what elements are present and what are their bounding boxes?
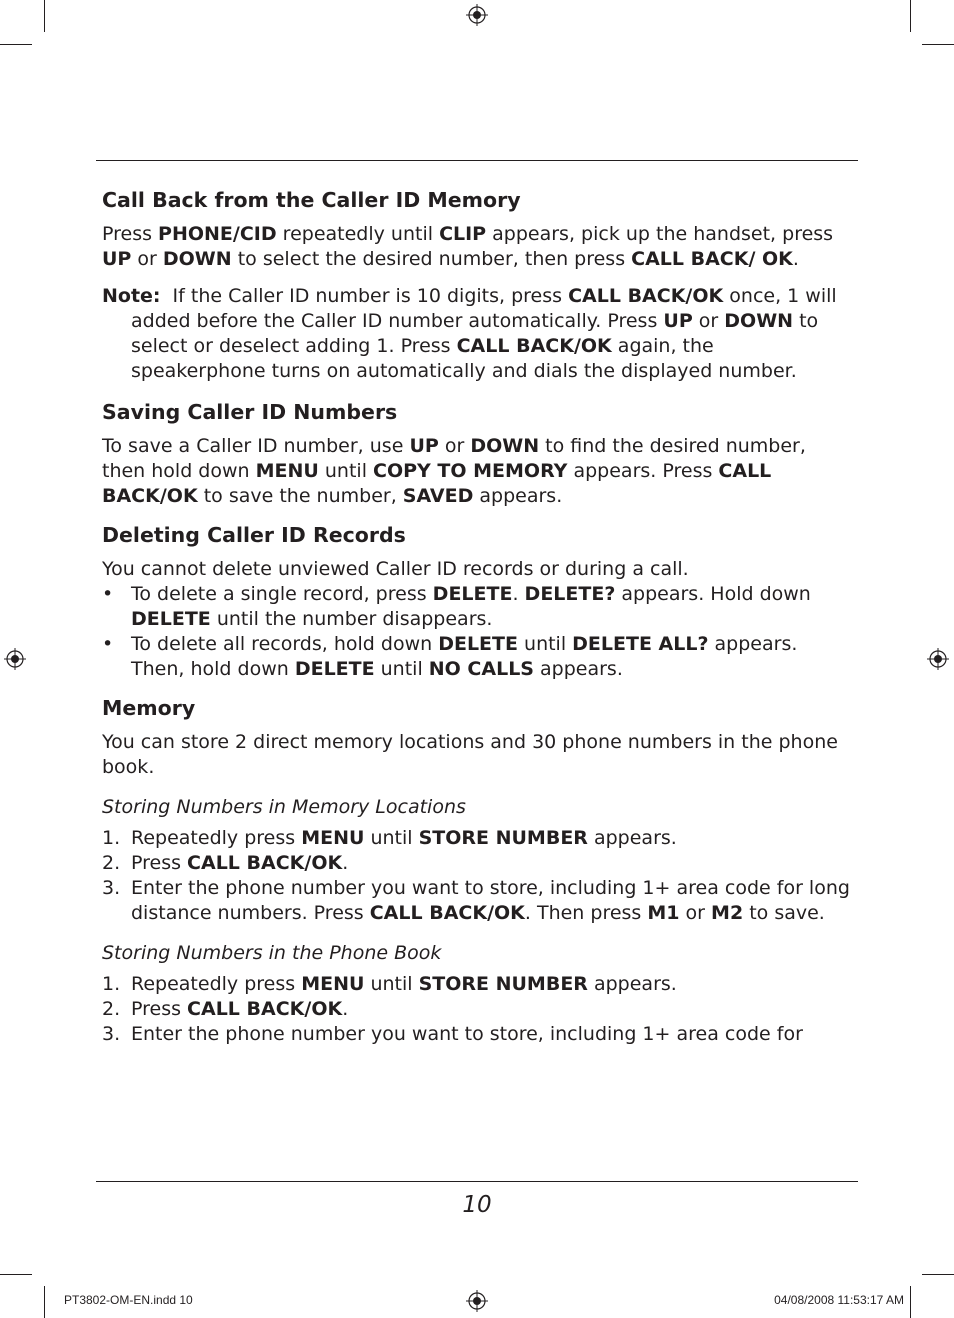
bullet-marker: • (102, 633, 114, 655)
registration-mark-icon (927, 648, 949, 670)
header-rule (96, 160, 858, 161)
button-name-text: UP (102, 248, 132, 270)
button-name-text: CALL BACK/OK (568, 285, 724, 307)
crop-mark (910, 1286, 911, 1318)
step-number: 3. (102, 1023, 121, 1045)
button-name-text: M2 (711, 902, 744, 924)
subsection-heading: Storing Numbers in Memory Locations (102, 796, 466, 818)
button-name-text: MENU (255, 460, 319, 482)
section-heading: Memory (102, 696, 196, 720)
note (102, 284, 854, 384)
numbered-list (102, 826, 854, 926)
crop-mark (44, 0, 45, 32)
section-heading: Saving Caller ID Numbers (102, 400, 398, 424)
list-item-text: Enter the phone number you want to store, including 1+ area code for long distance numbers. Press CALL BACK/OK. Then press M1 or M2 to save. (131, 877, 850, 924)
registration-mark-icon (466, 4, 488, 26)
crop-mark (922, 1274, 954, 1275)
crop-mark (44, 1286, 45, 1318)
button-name-text: DOWN (724, 310, 794, 332)
numbered-list (102, 972, 854, 1047)
button-name-text: STORE NUMBER (418, 973, 588, 995)
paragraph: Press PHONE/CID repeatedly until CLIP appears, pick up the handset, press UP or DOWN to select the desired number, then press CALL BACK/ OK. (102, 223, 834, 270)
button-name-text: DELETE (438, 633, 518, 655)
list-item (102, 997, 854, 1022)
button-name-text: DELETE? (524, 583, 616, 605)
button-name-text: M1 (647, 902, 680, 924)
list-item (102, 851, 854, 876)
button-name-text: MENU (301, 827, 365, 849)
step-number: 2. (102, 852, 121, 874)
list-item-text: Enter the phone number you want to store, including 1+ area code for (131, 1023, 803, 1045)
registration-mark-icon (4, 648, 26, 670)
button-name-text: PHONE/CID (158, 223, 277, 245)
button-name-text: UP (663, 310, 693, 332)
button-name-text: CALL BACK/OK (187, 852, 343, 874)
page-number: 10 (462, 1192, 492, 1218)
step-number: 3. (102, 877, 121, 899)
paragraph: You cannot delete unviewed Caller ID records or during a call. (102, 558, 689, 580)
step-number: 1. (102, 973, 121, 995)
button-name-text: DELETE (432, 583, 513, 605)
button-name-text: CALL BACK/ OK (631, 248, 793, 270)
registration-mark-icon (466, 1290, 488, 1312)
list-item-text: Press CALL BACK/OK. (131, 852, 349, 874)
list-item-text: To delete all records, hold down DELETE until DELETE ALL? appears. Then, hold down DELETE until NO CALLS appears. (131, 633, 798, 680)
list-item-text: Repeatedly press MENU until STORE NUMBER appears. (131, 827, 677, 849)
list-item (102, 1022, 854, 1047)
list-item (102, 876, 854, 926)
button-name-text: STORE NUMBER (418, 827, 588, 849)
list-item-text: Press CALL BACK/OK. (131, 998, 349, 1020)
paragraph: You can store 2 direct memory locations and 30 phone numbers in the phone book. (102, 731, 838, 778)
footer-rule (96, 1181, 858, 1182)
list-item (102, 582, 854, 632)
step-number: 1. (102, 827, 121, 849)
button-name-text: UP (409, 435, 439, 457)
button-name-text: DELETE (294, 658, 375, 680)
note-text: If the Caller ID number is 10 digits, press CALL BACK/OK once, 1 will added before the Caller ID number automatically. Press UP or DOWN to select or deselect adding 1. Press CALL BACK/OK again, the speakerphone turns on automatically and dials the displayed number. (131, 285, 837, 382)
subsection-heading: Storing Numbers in the Phone Book (102, 942, 442, 964)
list-item (102, 972, 854, 997)
button-name-text: CLIP (439, 223, 487, 245)
list-item-text: To delete a single record, press DELETE. DELETE? appears. Hold down DELETE until the number disappears. (131, 583, 811, 630)
button-name-text: DELETE ALL? (572, 633, 709, 655)
button-name-text: CALL BACK/OK (369, 902, 525, 924)
list-item (102, 826, 854, 851)
button-name-text: MENU (301, 973, 365, 995)
button-name-text: DOWN (162, 248, 232, 270)
crop-mark (0, 44, 32, 45)
paragraph: To save a Caller ID number, use UP or DOWN to find the desired number, then hold down MENU until COPY TO MEMORY appears. Press CALL BACK/OK to save the number, SAVED appears. (102, 435, 806, 507)
crop-mark (910, 0, 911, 32)
button-name-text: CALL BACK/OK (456, 335, 612, 357)
step-number: 2. (102, 998, 121, 1020)
note-label: Note: (102, 285, 161, 307)
button-name-text: CALL BACK/OK (187, 998, 343, 1020)
button-name-text: DELETE (131, 608, 211, 630)
crop-mark (922, 44, 954, 45)
bullet-marker: • (102, 583, 114, 605)
slug-filename: PT3802-OM-EN.indd 10 (64, 1293, 193, 1307)
button-name-text: DOWN (470, 435, 540, 457)
slug-datetime: 04/08/2008 11:53:17 AM (774, 1293, 904, 1307)
section-heading: Call Back from the Caller ID Memory (102, 188, 521, 212)
button-name-text: SAVED (402, 485, 474, 507)
list-item-text: Repeatedly press MENU until STORE NUMBER appears. (131, 973, 677, 995)
list-item (102, 632, 854, 682)
section-heading: Deleting Caller ID Records (102, 523, 406, 547)
button-name-text: CALL BACK/OK (102, 460, 772, 507)
button-name-text: COPY TO MEMORY (373, 460, 568, 482)
bullet-list (102, 582, 854, 682)
page-content (102, 186, 854, 1059)
crop-mark (0, 1274, 32, 1275)
button-name-text: NO CALLS (428, 658, 534, 680)
